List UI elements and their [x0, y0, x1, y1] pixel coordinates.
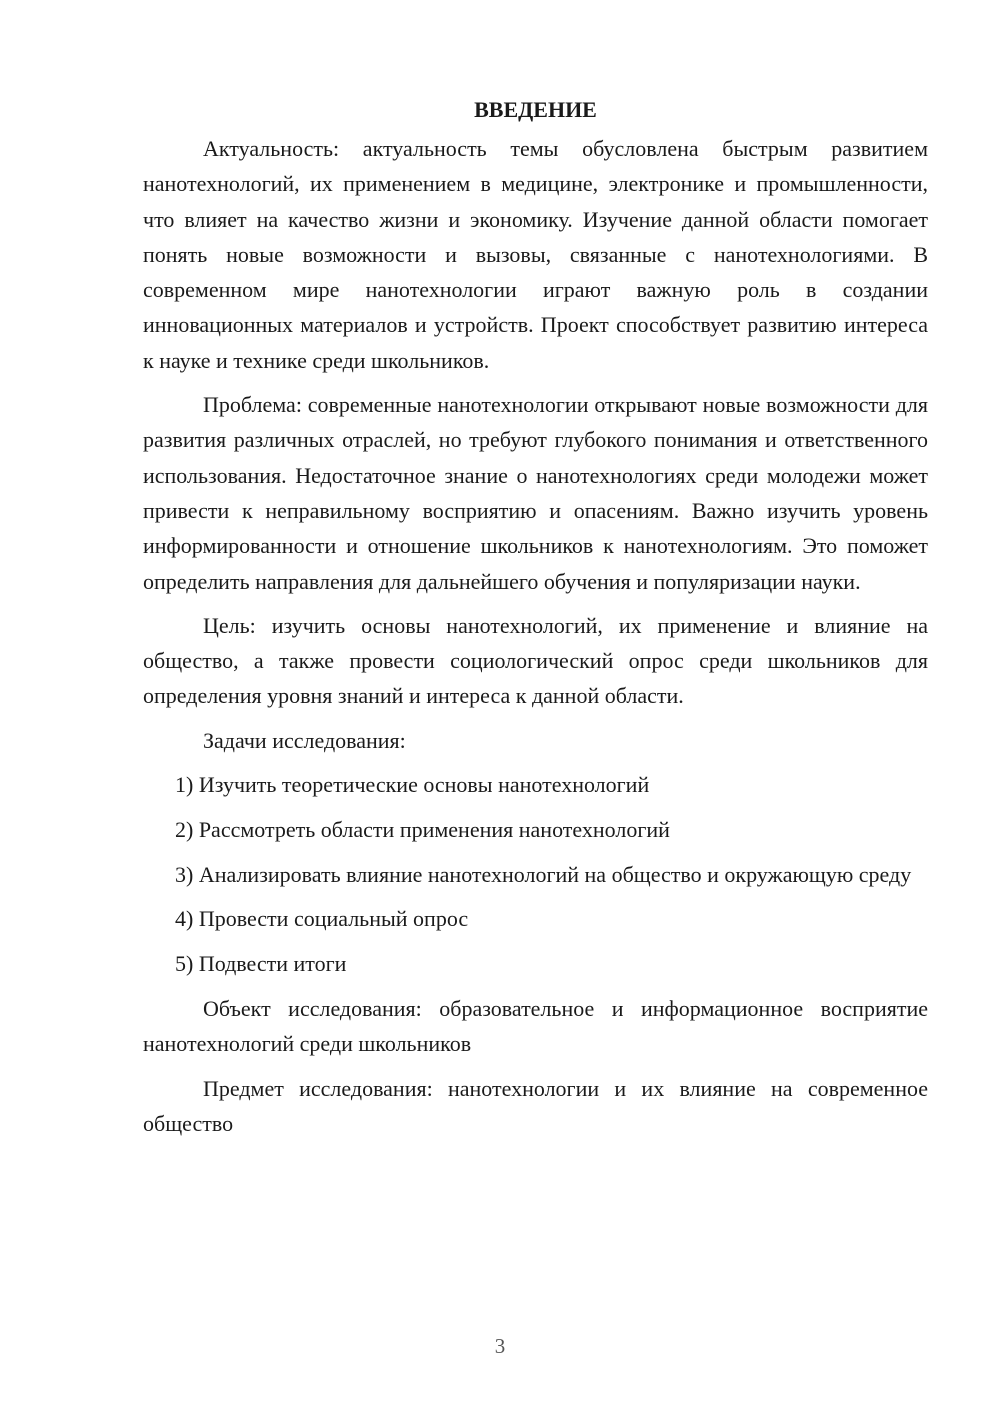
task-item-2: 2) Рассмотреть области применения нанотехнологий — [175, 816, 670, 842]
page-number: 3 — [494, 1334, 506, 1358]
tasks-list — [143, 767, 928, 981]
section-title: ВВЕДЕНИЕ — [474, 97, 597, 122]
relevance-paragraph: Актуальность: актуальность темы обусловлена быстрым развитием нанотехнологий, их применением в медицине, электронике и промышленности, что влияет на качество жизни и экономику. Изучение данной области помогает понять новые возможности и вызовы, связанные с нанотехнологиями. В современном мире нанотехнологии играют важную роль в создании инновационных материалов и устройств. Проект способствует развитию интереса к науке и технике среди школьников. — [143, 136, 928, 373]
subject-paragraph: Предмет исследования: нанотехнологии и их влияние на современное общество — [143, 1075, 928, 1136]
task-item-5: 5) Подвести итоги — [175, 951, 347, 977]
task-item-4: 4) Провести социальный опрос — [175, 906, 469, 932]
problem-paragraph: Проблема: современные нанотехнологии открывают новые возможности для развития различных отраслей, но требуют глубокого понимания и ответственного использования. Недостаточное знание о нанотехнологиях среди молодежи может привести к неправильному восприятию и опасениям. Важно изучить уровень информированности и отношение школьников к нанотехнологиям. Это поможет определить направления для дальнейшего обучения и популяризации науки. — [143, 392, 928, 594]
goal-paragraph: Цель: изучить основы нанотехнологий, их применение и влияние на общество, а также провести социологический опрос среди школьников для определения уровня знаний и интереса к данной области. — [143, 612, 928, 709]
task-item-1: 1) Изучить теоретические основы нанотехнологий — [175, 772, 650, 798]
document-page — [143, 95, 928, 1150]
object-paragraph: Объект исследования: образовательное и информационное восприятие нанотехнологий среди школьников — [143, 996, 928, 1057]
task-item-3: 3) Анализировать влияние нанотехнологий на общество и окружающую среду — [175, 861, 912, 887]
tasks-heading: Задачи исследования: — [203, 727, 406, 753]
